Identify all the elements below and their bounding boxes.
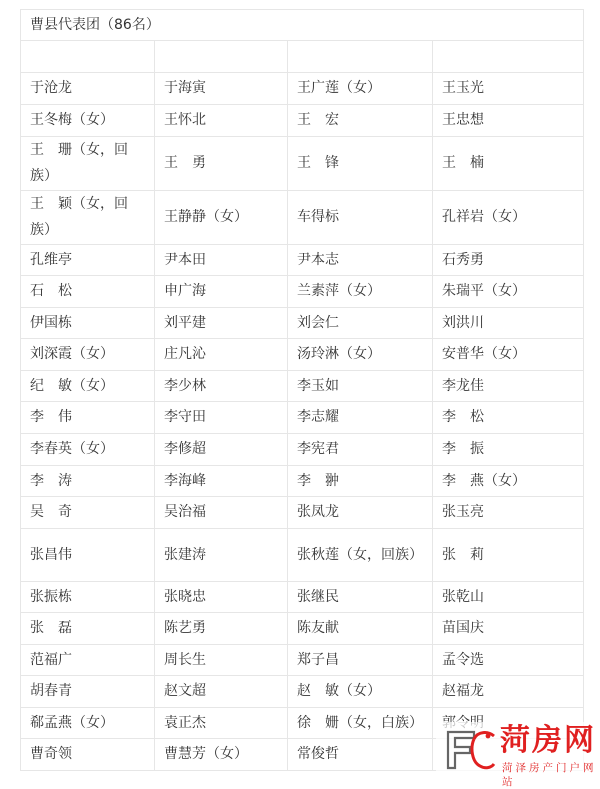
grid-line: [20, 433, 583, 434]
cell-text: 赵文超: [164, 683, 206, 699]
table-cell: [154, 528, 287, 581]
table-cell: [154, 72, 287, 104]
cell-text: 王广莲（女）: [297, 80, 381, 96]
grid-line: [20, 465, 583, 466]
cell-text: 刘会仁: [297, 314, 339, 331]
table-cell: [287, 190, 432, 244]
table-cell: [154, 401, 287, 433]
grid-line: [20, 528, 583, 529]
table-cell: [154, 244, 287, 275]
cell-text: 王忠想: [442, 112, 484, 128]
table-cell: [154, 370, 287, 401]
table-cell: [432, 433, 583, 465]
cell-text: 张建涛: [164, 546, 206, 563]
table-cell: [432, 528, 583, 581]
table-cell: [287, 738, 432, 770]
table-cell: [432, 401, 583, 433]
cell-text: 石 松: [30, 283, 72, 299]
table-cell: [20, 338, 154, 370]
table-cell: [154, 465, 287, 496]
grid-line: [20, 72, 583, 73]
table-cell: [287, 136, 432, 190]
table-cell: [432, 581, 583, 612]
table-cell: [432, 136, 583, 190]
grid-line: [20, 307, 583, 308]
cell-text: 申广海: [164, 283, 206, 299]
cell-text: 刘平建: [164, 314, 206, 331]
table-cell: [154, 612, 287, 644]
table-cell: [154, 275, 287, 307]
table-cell: [432, 104, 583, 136]
grid-line: [20, 275, 583, 276]
cell-text: 曹奇领: [30, 746, 72, 762]
cell-text: 李修超: [164, 441, 206, 457]
cell-text: 周长生: [164, 651, 206, 668]
grid-line: [20, 707, 583, 708]
cell-text: 王 锋: [297, 155, 339, 171]
table-cell: [287, 244, 432, 275]
table-cell: [287, 401, 432, 433]
cell-text: 张秋莲（女，回族）: [297, 546, 423, 563]
cell-text: 吴 奇: [30, 504, 72, 520]
cell-text: 王 珊（女，回族）: [30, 142, 128, 184]
cell-text: 孟令选: [442, 651, 484, 668]
cell-text: 李守田: [164, 409, 206, 425]
table-cell: [287, 72, 432, 104]
cell-text: 王静静（女）: [164, 209, 248, 225]
cell-text: 陈艺勇: [164, 620, 206, 636]
cell-text: 李玉如: [297, 377, 339, 394]
table-cell: [154, 707, 287, 738]
cell-text: 李少林: [164, 377, 206, 394]
cell-text: 李宪君: [297, 441, 339, 457]
cell-text: 李龙佳: [442, 377, 484, 394]
cell-text: 范福广: [30, 651, 72, 668]
table-cell: [287, 40, 432, 72]
grid-line: [583, 9, 584, 770]
cell-text: 胡春青: [30, 683, 72, 699]
grid-line: [20, 370, 583, 371]
table-cell: [20, 675, 154, 707]
grid-line: [20, 581, 583, 582]
watermark-slogan: 菏泽房产门户网站: [502, 762, 597, 788]
cell-text: 刘洪川: [442, 314, 484, 331]
table-cell: [432, 675, 583, 707]
table-cell: [20, 136, 154, 190]
table-cell: [20, 104, 154, 136]
table-cell: [20, 644, 154, 675]
cell-text: 李 翀: [297, 472, 339, 489]
table-cell: [432, 644, 583, 675]
grid-line: [20, 9, 583, 10]
table-cell: [20, 40, 154, 72]
table-cell: [20, 370, 154, 401]
table-cell: [432, 612, 583, 644]
cell-text: 苗国庆: [442, 620, 484, 636]
grid-line: [20, 40, 583, 41]
table-cell: [20, 275, 154, 307]
table-cell: [432, 190, 583, 244]
table-cell: [154, 581, 287, 612]
cell-text: 兰素萍（女）: [297, 283, 381, 299]
table-cell: [287, 707, 432, 738]
table-cell: [20, 528, 154, 581]
cell-text: 赵福龙: [442, 683, 484, 699]
cell-text: 李志耀: [297, 409, 339, 425]
grid-line: [20, 9, 21, 770]
grid-line: [20, 136, 583, 137]
cell-text: 李 松: [442, 409, 484, 425]
grid-line: [20, 104, 583, 105]
table-cell: [287, 496, 432, 528]
cell-text: 李 涛: [30, 472, 72, 489]
grid-line: [20, 338, 583, 339]
table-cell: [20, 465, 154, 496]
table-cell: [20, 612, 154, 644]
table-cell: [20, 72, 154, 104]
table-cell: [154, 644, 287, 675]
watermark-brand: 菏房网: [500, 723, 596, 758]
table-cell: [287, 465, 432, 496]
table-cell: [287, 275, 432, 307]
table-cell: [287, 581, 432, 612]
table-cell: [287, 433, 432, 465]
cell-text: 朱瑞平（女）: [442, 283, 526, 299]
table-cell: [432, 72, 583, 104]
cell-text: 尹本田: [164, 251, 206, 268]
cell-text: 孔维亭: [30, 251, 72, 268]
table-cell: [287, 675, 432, 707]
cell-text: 曹慧芳（女）: [164, 746, 248, 762]
table-cell: [20, 581, 154, 612]
cell-text: 于沧龙: [30, 80, 72, 96]
grid-line: [20, 244, 583, 245]
site-watermark: [436, 722, 600, 788]
cell-text: 张玉亮: [442, 504, 484, 520]
table-cell: [432, 307, 583, 338]
cell-text: 张 莉: [442, 546, 484, 563]
table-cell: [432, 244, 583, 275]
cell-text: 徐 姗（女，白族）: [297, 714, 423, 731]
cell-text: 孔祥岩（女）: [442, 209, 526, 225]
cell-text: 汤玲淋（女）: [297, 346, 381, 362]
grid-line: [154, 40, 155, 770]
table-cell: [20, 433, 154, 465]
cell-text: 郗孟燕（女）: [30, 714, 114, 731]
cell-text: 尹本志: [297, 251, 339, 268]
cell-text: 王 楠: [442, 155, 484, 171]
table-cell: [154, 40, 287, 72]
cell-text: 赵 敏（女）: [297, 683, 381, 699]
cell-text: 纪 敏（女）: [30, 377, 114, 394]
cell-text: 石秀勇: [442, 251, 484, 268]
cell-text: 张昌伟: [30, 546, 72, 563]
grid-line: [20, 675, 583, 676]
table-cell: [154, 433, 287, 465]
cell-text: 王 宏: [297, 112, 339, 128]
cell-text: 李 振: [442, 441, 484, 457]
cell-text: 王怀北: [164, 112, 206, 128]
table-cell: [20, 401, 154, 433]
table-cell: [432, 275, 583, 307]
grid-line: [432, 40, 433, 770]
table-cell: [287, 528, 432, 581]
cell-text: 王 颖（女，回族）: [30, 196, 128, 238]
table-cell: [432, 40, 583, 72]
cell-text: 安普华（女）: [442, 346, 526, 362]
table-title: [20, 9, 583, 40]
cell-text: 张晓忠: [164, 588, 206, 605]
table-cell: [432, 338, 583, 370]
cell-text: 于海寅: [164, 80, 206, 96]
table-cell: [287, 370, 432, 401]
cell-text: 张乾山: [442, 588, 484, 605]
cell-text: 车得标: [297, 209, 339, 225]
table-cell: [154, 338, 287, 370]
cell-text: 常俊哲: [297, 746, 339, 762]
table-cell: [154, 675, 287, 707]
grid-line: [20, 401, 583, 402]
cell-text: 郑子昌: [297, 651, 339, 668]
table-cell: [287, 338, 432, 370]
table-cell: [154, 307, 287, 338]
cell-text: 吴治福: [164, 504, 206, 520]
grid-line: [287, 40, 288, 770]
table-cell: [20, 738, 154, 770]
fc-logo-icon: [444, 726, 496, 774]
cell-text: 袁正杰: [164, 714, 206, 731]
table-cell: [432, 370, 583, 401]
cell-text: 李 燕（女）: [442, 472, 526, 489]
table-cell: [154, 190, 287, 244]
table-cell: [432, 465, 583, 496]
table-cell: [20, 190, 154, 244]
cell-text: 庄凡沁: [164, 346, 206, 362]
cell-text: 刘深霞（女）: [30, 346, 114, 362]
cell-text: 王玉光: [442, 80, 484, 96]
grid-line: [20, 612, 583, 613]
table-cell: [20, 496, 154, 528]
cell-text: 张振栋: [30, 588, 72, 605]
cell-text: 李 伟: [30, 409, 72, 425]
cell-text: 张 磊: [30, 620, 72, 636]
cell-text: 张凤龙: [297, 504, 339, 520]
table-cell: [20, 707, 154, 738]
cell-text: 李海峰: [164, 472, 206, 489]
table-cell: [287, 104, 432, 136]
table-cell: [154, 104, 287, 136]
cell-text: 伊国栋: [30, 314, 72, 331]
table-cell: [154, 738, 287, 770]
cell-text: 王冬梅（女）: [30, 112, 114, 128]
table-cell: [287, 612, 432, 644]
table-cell: [287, 644, 432, 675]
cell-text: 王 勇: [164, 155, 206, 171]
table-cell: [154, 136, 287, 190]
grid-line: [20, 190, 583, 191]
cell-text: 陈友献: [297, 620, 339, 636]
table-title-text: 曹县代表团（86名）: [30, 16, 160, 33]
grid-line: [20, 496, 583, 497]
cell-text: 张继民: [297, 588, 339, 605]
table-cell: [154, 496, 287, 528]
table-cell: [20, 244, 154, 275]
table-cell: [432, 496, 583, 528]
table-cell: [20, 307, 154, 338]
table-cell: [287, 307, 432, 338]
cell-text: 李春英（女）: [30, 441, 114, 457]
grid-line: [20, 644, 583, 645]
